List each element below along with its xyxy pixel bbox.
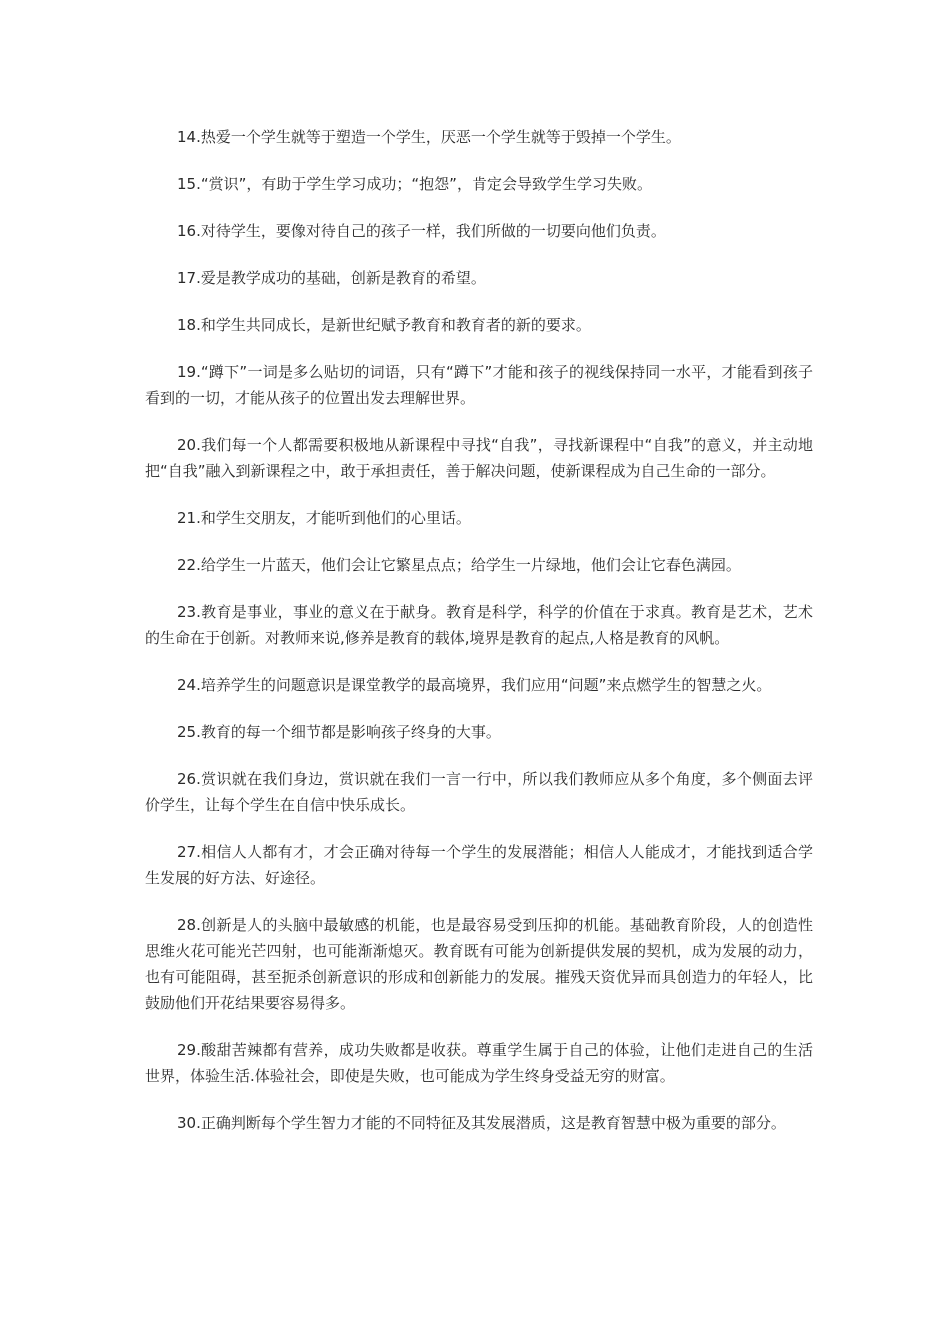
quote-paragraph-20: 20.我们每一个人都需要积极地从新课程中寻找“自我”，寻找新课程中“自我”的意义，并主动地把“自我”融入到新课程之中，敢于承担责任，善于解决问题，使新课程成为自己生命的一部分。 [145, 436, 813, 480]
quote-paragraph-22: 22.给学生一片蓝天，他们会让它繁星点点；给学生一片绿地，他们会让它春色满园。 [177, 556, 741, 574]
quote-paragraph-23: 23.教育是事业，事业的意义在于献身。教育是科学，科学的价值在于求真。教育是艺术，艺术的生命在于创新。对教师来说,修养是教育的载体,境界是教育的起点,人格是教育的风帆。 [145, 603, 813, 647]
quote-paragraph-26: 26.赏识就在我们身边，赏识就在我们一言一行中，所以我们教师应从多个角度，多个侧面去评价学生，让每个学生在自信中快乐成长。 [145, 770, 813, 814]
quote-paragraph-19: 19.“蹲下”一词是多么贴切的词语，只有“蹲下”才能和孩子的视线保持同一水平，才能看到孩子看到的一切，才能从孩子的位置出发去理解世界。 [145, 363, 813, 407]
document-body [145, 124, 813, 1157]
quote-paragraph-25: 25.教育的每一个细节都是影响孩子终身的大事。 [177, 723, 501, 741]
quote-paragraph-27: 27.相信人人都有才，才会正确对待每一个学生的发展潜能；相信人人能成才，才能找到适合学生发展的好方法、好途径。 [145, 843, 813, 887]
quote-paragraph-16: 16.对待学生，要像对待自己的孩子一样，我们所做的一切要向他们负责。 [177, 222, 666, 240]
quote-paragraph-30: 30.正确判断每个学生智力才能的不同特征及其发展潜质，这是教育智慧中极为重要的部分。 [177, 1114, 786, 1132]
quote-paragraph-24: 24.培养学生的问题意识是课堂教学的最高境界，我们应用“问题”来点燃学生的智慧之火。 [177, 676, 772, 694]
quote-paragraph-17: 17.爱是教学成功的基础，创新是教育的希望。 [177, 269, 486, 287]
quote-paragraph-29: 29.酸甜苦辣都有营养，成功失败都是收获。尊重学生属于自己的体验，让他们走进自己的生活世界，体验生活.体验社会，即使是失败，也可能成为学生终身受益无穷的财富。 [145, 1041, 813, 1085]
quote-paragraph-14: 14.热爱一个学生就等于塑造一个学生，厌恶一个学生就等于毁掉一个学生。 [177, 128, 681, 146]
quote-paragraph-15: 15.“赏识”，有助于学生学习成功；“抱怨”，肯定会导致学生学习失败。 [177, 175, 652, 193]
quote-paragraph-18: 18.和学生共同成长，是新世纪赋予教育和教育者的新的要求。 [177, 316, 591, 334]
quote-paragraph-21: 21.和学生交朋友，才能听到他们的心里话。 [177, 509, 471, 527]
quote-paragraph-28: 28.创新是人的头脑中最敏感的机能，也是最容易受到压抑的机能。基础教育阶段，人的创造性思维火花可能光芒四射，也可能渐渐熄灭。教育既有可能为创新提供发展的契机，成为发展的动力，也有可能阻碍，甚至扼杀创新意识的形成和创新能力的发展。摧残天资优异而具创造力的年轻人，比鼓励他们开花结果要容易得多。 [145, 916, 813, 1012]
